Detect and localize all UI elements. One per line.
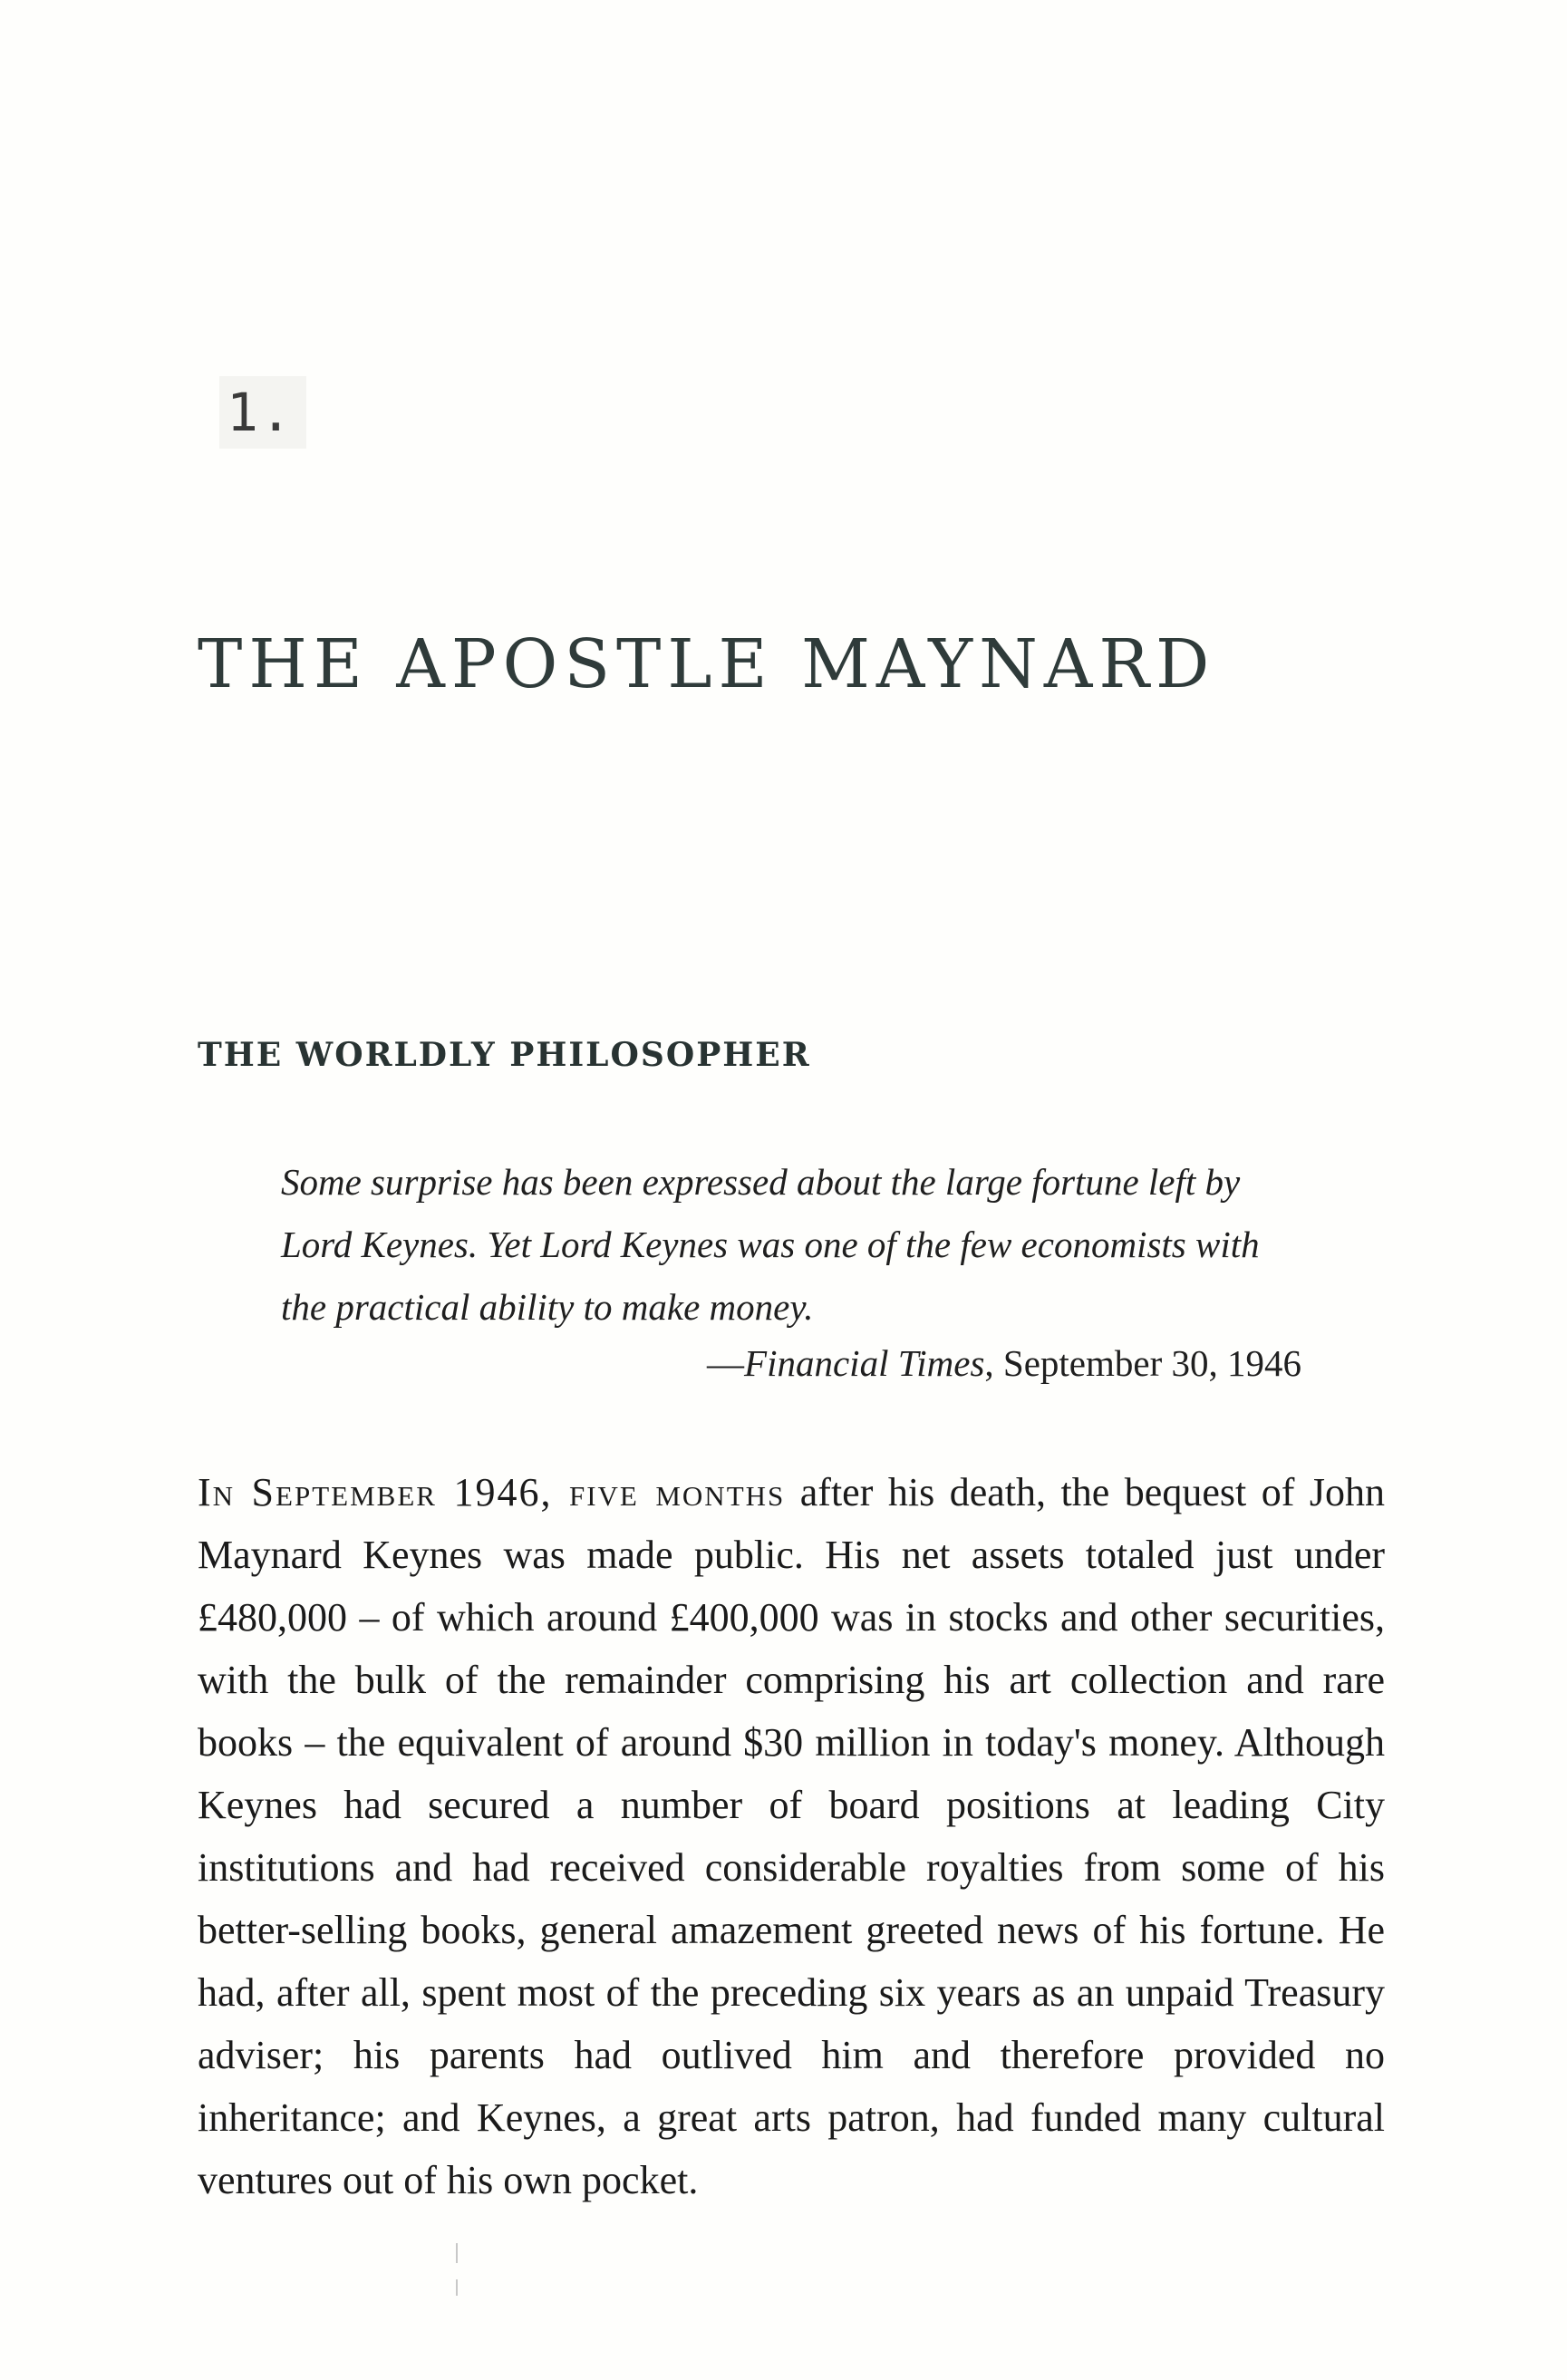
scan-mark bbox=[456, 2279, 458, 2296]
attribution-dash: — bbox=[707, 1342, 745, 1384]
body-paragraph bbox=[198, 1461, 1385, 2211]
body-text: after his death, the bequest of John Maynard Keynes was made public. His net assets totaled just under £480,000 – of which around £400,000 was in stocks and other securities, with the bulk of the remainder comprising his art collection and rare books – the equivalent of around $30 million in today's money. Although Keynes had secured a number of board positions at leading City institutions and had received considerable royalties from some of his better-selling books, general amazement greeted news of his fortune. He had, after all, spent most of the preceding six years as an unpaid Treasury adviser; his parents had outlived him and therefore provided no inheritance; and Keynes, a great arts patron, had funded many cultural ventures out of his own pocket. bbox=[198, 1470, 1386, 2202]
chapter-number: 1. bbox=[219, 376, 306, 449]
epigraph-attribution bbox=[281, 1341, 1301, 1385]
attribution-date: , September 30, 1946 bbox=[984, 1342, 1301, 1384]
section-heading: THE WORLDLY PHILOSOPHER bbox=[198, 1036, 811, 1074]
chapter-title: THE APOSTLE MAYNARD bbox=[198, 625, 1216, 703]
attribution-publication: Financial Times bbox=[744, 1342, 985, 1384]
scan-mark bbox=[456, 2243, 458, 2263]
epigraph-quote: Some surprise has been expressed about the large fortune left by Lord Keynes. Yet Lord Keynes was one of the few economists with the practical ability to make money. bbox=[281, 1161, 1260, 1328]
lead-in-small-caps: In September 1946, five months bbox=[198, 1470, 786, 1514]
